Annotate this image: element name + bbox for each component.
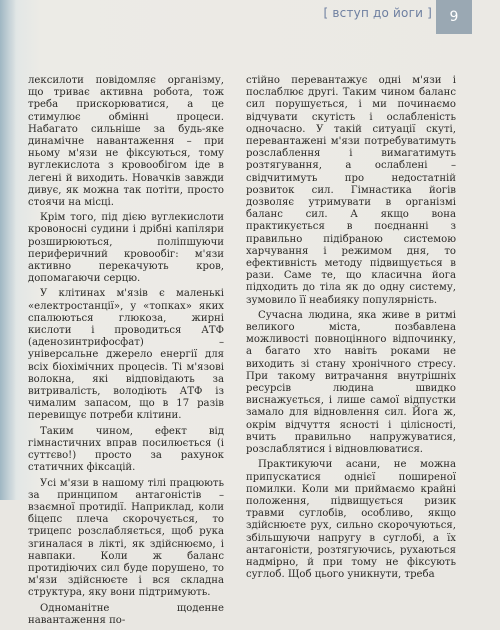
page-header — [0, 0, 500, 34]
page-number: 9 — [436, 0, 472, 34]
paragraph: лексилоти повідомляє організму, що триває активна робота, тож треба прискорюватися, а це стимулює обмінні процеси. Набагато сильніше за будь-яке динамічне навантаження – при ньому м'язи не фіксуються, тому вуглекислота з кровообігом іде в легені й виходить. Новачків завжди дивує, як можна так потіти, просто стоячи на місці. — [28, 75, 224, 209]
left-column — [28, 75, 224, 630]
paragraph: Крім того, під дією вуглекислоти кровоносні судини і дрібні капіляри розширюються, поліпшуючи периферичний кровообіг: м'язи активно перекачують кров, допомагаючи серцю. — [28, 212, 224, 285]
paragraph: Одноманітне щоденне навантаження по- — [28, 602, 224, 626]
paragraph: У клітинах м'язів є маленькі «електростанції», у «топках» яких спалюються глюкоза, жирні кислоти і проводиться АТФ (аденозинтрифосфат) – універсальне джерело енергії для всіх біохімічних процесів. Ті м'язові волокна, які відповідають за витривалість, володіють АТФ із чималим запасом, що в 17 разів перевищує потреби клітини. — [28, 288, 224, 422]
paragraph: Сучасна людина, яка живе в ритмі великого міста, позбавлена можливості повноцінного відпочинку, а багато хто навіть роками не виходить зі стану хронічного стресу. При такому витрачання внутрішніх ресурсів людина швидко виснажується, і лише самої відпустки замало для відновлення сил. Йога ж, окрім відчуття ясності і цілісності, вчить правильно напружуватися, розслаблятися і відновлюватися. — [246, 309, 456, 456]
paragraph: Практикуючи асани, не можна припускатися однієї поширеної помилки. Коли ми приймаємо крайні положення, підвищується ризик травми суглобів, особливо, якщо здійснюєте рух, сильно скорочуються, збільшуючи напругу в суглобі, а їх антагоністи, розтягуючись, рухаються надмірно, й при тому не фіксують суглоб. Щоб цього уникнути, треба — [246, 459, 456, 581]
paragraph: Усі м'язи в нашому тілі працюють за принципом антагоністів – взаємної протидії. Наприклад, коли біцепс плеча скорочується, то трицепс розслабляється, щоб рука згиналася в лікті, як здійснюємо, і навпаки. Коли ж баланс протидіючих сил буде порушено, то м'язи здійснюєте і вся складна структура, яку вони підтримують. — [28, 477, 224, 599]
paragraph: Таким чином, ефект від гімнастичних вправ посилюється (і суттєво!) просто за рахунок статичних фіксацій. — [28, 425, 224, 474]
page-spine-shadow — [0, 0, 16, 500]
paragraph: стійно перевантажує одні м'язи і послаблює другі. Таким чином баланс сил порушується, і ми починаємо відчувати скутість і ослабленість одночасно. У такій ситуації скуті, перевантажені м'язи потребуватимуть розслаблення і вимагатимуть розтягування, а ослаблені – свідчитимуть про недостатній розвиток сил. Гімнастика йогів дозволяє утримувати в організмі баланс сил. А якщо вона практикується в поєднанні з правильно підібраною системою харчування і режимом дня, то ефективність методу підвищується в рази. Саме те, що класична йога підходить до тіла як до одну систему, зумовило її неабияку популярність. — [246, 75, 456, 306]
section-label: [ вступ до йоги ] — [323, 6, 432, 20]
right-column — [246, 75, 456, 584]
